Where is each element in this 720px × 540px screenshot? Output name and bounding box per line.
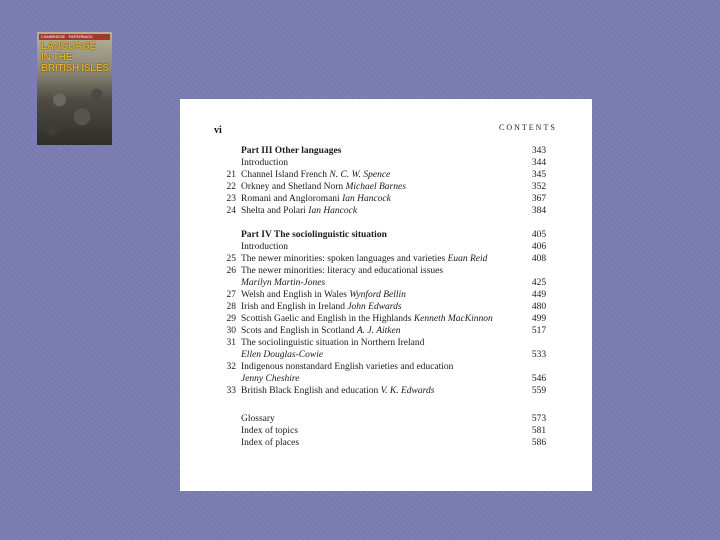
cover-title-line: LANGUAGE bbox=[41, 41, 96, 52]
toc-title: Welsh and English in Wales bbox=[241, 290, 347, 300]
page-number: vi bbox=[214, 125, 222, 136]
toc-page-number: 559 bbox=[531, 386, 547, 396]
toc-page-number: 425 bbox=[531, 278, 547, 288]
toc-page-number: 449 bbox=[531, 290, 547, 300]
toc-entry-text bbox=[241, 337, 424, 349]
toc-entry bbox=[220, 325, 560, 337]
toc-author: Marilyn Martin-Jones bbox=[241, 278, 326, 288]
toc-author: N. C. W. Spence bbox=[329, 170, 391, 180]
toc-author: Wynford Bellin bbox=[349, 290, 406, 300]
cover-series-banner: CAMBRIDGE · PAPERBACK bbox=[39, 34, 110, 40]
toc-entry-text bbox=[241, 157, 288, 169]
toc-entry-text bbox=[241, 265, 443, 277]
toc-entry-text bbox=[241, 205, 357, 217]
toc-entry-text bbox=[241, 349, 323, 361]
toc-entry bbox=[220, 361, 560, 373]
book-cover-thumbnail bbox=[37, 32, 112, 145]
toc-part-heading bbox=[220, 229, 560, 241]
toc-page-number: 499 bbox=[531, 314, 547, 324]
toc-entry bbox=[220, 169, 560, 181]
toc-title: Index of topics bbox=[241, 426, 298, 436]
toc-entry-text bbox=[241, 229, 387, 241]
toc-chapter-number: 31 bbox=[226, 338, 236, 348]
toc-chapter-number: 29 bbox=[226, 314, 236, 324]
toc-page-number: 517 bbox=[531, 326, 547, 336]
toc-title: Introduction bbox=[241, 158, 288, 168]
toc-entry-text bbox=[241, 193, 391, 205]
toc-title: Part IV The sociolinguistic situation bbox=[241, 230, 387, 240]
toc-entry bbox=[220, 437, 560, 449]
toc-entry-text bbox=[241, 301, 402, 313]
toc-entry bbox=[220, 337, 560, 349]
toc-page-number: 586 bbox=[531, 438, 547, 448]
toc-entry-text bbox=[241, 325, 400, 337]
toc-entry-text bbox=[241, 181, 406, 193]
toc-entry-text bbox=[241, 169, 390, 181]
toc-title: Irish and English in Ireland bbox=[241, 302, 345, 312]
toc-chapter-number: 24 bbox=[226, 206, 236, 216]
toc-entry bbox=[220, 385, 560, 397]
toc-page-number: 405 bbox=[531, 230, 547, 240]
toc-entry bbox=[220, 253, 560, 265]
toc-title: Introduction bbox=[241, 242, 288, 252]
toc-chapter-number: 21 bbox=[226, 170, 236, 180]
toc-entry bbox=[220, 205, 560, 217]
toc-title: The newer minorities: literacy and educational issues bbox=[241, 266, 444, 276]
toc-page-number: 573 bbox=[531, 414, 547, 424]
toc-author: Euan Reid bbox=[447, 254, 488, 264]
toc-page-number: 384 bbox=[531, 206, 547, 216]
toc-chapter-number: 28 bbox=[226, 302, 236, 312]
toc-title: Scots and English in Scotland bbox=[241, 326, 355, 336]
toc-title: Scottish Gaelic and English in the Highlands bbox=[241, 314, 412, 324]
toc-title: British Black English and education bbox=[241, 386, 379, 396]
toc-author: John Edwards bbox=[347, 302, 402, 312]
toc-page-number: 408 bbox=[531, 254, 547, 264]
toc-title: Channel Island French bbox=[241, 170, 328, 180]
toc-page-number: 345 bbox=[531, 170, 547, 180]
toc-entry bbox=[220, 193, 560, 205]
toc-page-number: 533 bbox=[531, 350, 547, 360]
toc-title: Indigenous nonstandard English varieties and education bbox=[241, 362, 454, 372]
toc-entry bbox=[220, 157, 560, 169]
toc-entry-text bbox=[241, 289, 406, 301]
toc-chapter-number: 33 bbox=[226, 386, 236, 396]
toc-page-number: 406 bbox=[531, 242, 547, 252]
toc-page-number: 480 bbox=[531, 302, 547, 312]
toc-page-number: 344 bbox=[531, 158, 547, 168]
toc-title: Part III Other languages bbox=[241, 146, 342, 156]
toc-page-number: 581 bbox=[531, 426, 547, 436]
toc-chapter-number: 26 bbox=[226, 266, 236, 276]
toc-author: V. K. Edwards bbox=[380, 386, 435, 396]
toc-entry-text bbox=[241, 385, 434, 397]
toc-entry bbox=[220, 425, 560, 437]
toc-chapter-number: 30 bbox=[226, 326, 236, 336]
toc-author: Jenny Cheshire bbox=[241, 374, 300, 384]
cover-title-line: IN THE bbox=[41, 52, 72, 63]
toc-entry bbox=[220, 277, 560, 289]
toc-title: Romani and Angloromani bbox=[241, 194, 340, 204]
toc-entry-text bbox=[241, 313, 493, 325]
toc-entry bbox=[220, 373, 560, 385]
toc-entry bbox=[220, 413, 560, 425]
toc-title: Index of places bbox=[241, 438, 300, 448]
toc-entry bbox=[220, 313, 560, 325]
toc-entry bbox=[220, 241, 560, 253]
toc-page-number: 343 bbox=[531, 146, 547, 156]
toc-entry-text bbox=[241, 277, 325, 289]
toc-entry bbox=[220, 181, 560, 193]
toc-entry bbox=[220, 301, 560, 313]
toc-entry-text bbox=[241, 437, 299, 449]
cover-title-line: BRITISH ISLES bbox=[41, 63, 109, 74]
toc-entry-text bbox=[241, 241, 288, 253]
toc-page-number: 352 bbox=[531, 182, 547, 192]
toc-entry-text bbox=[241, 145, 341, 157]
toc-title: The newer minorities: spoken languages and varieties bbox=[241, 254, 446, 264]
running-head: CONTENTS bbox=[499, 123, 557, 132]
toc-author: Ian Hancock bbox=[342, 194, 391, 204]
toc-page-number: 546 bbox=[531, 374, 547, 384]
toc-author: Kenneth MacKinnon bbox=[413, 314, 493, 324]
toc-author: A. J. Aitken bbox=[356, 326, 401, 336]
toc-entry-text bbox=[241, 253, 487, 265]
toc-chapter-number: 22 bbox=[226, 182, 236, 192]
toc-entry-text bbox=[241, 425, 298, 437]
toc-entry bbox=[220, 265, 560, 277]
toc-part-heading bbox=[220, 145, 560, 157]
toc-chapter-number: 23 bbox=[226, 194, 236, 204]
toc-title: Shelta and Polari bbox=[241, 206, 306, 216]
toc-author: Ian Hancock bbox=[308, 206, 358, 216]
contents-page-scan bbox=[180, 99, 592, 491]
toc-title: Orkney and Shetland Norn bbox=[241, 182, 344, 192]
toc-entry bbox=[220, 349, 560, 361]
toc-author: Michael Barnes bbox=[345, 182, 406, 192]
toc-title: Glossary bbox=[241, 414, 275, 424]
toc-entry-text bbox=[241, 413, 275, 425]
toc-author: Ellen Douglas-Cowie bbox=[241, 350, 324, 360]
toc-chapter-number: 27 bbox=[226, 290, 236, 300]
toc-page-number: 367 bbox=[531, 194, 547, 204]
toc-title: The sociolinguistic situation in Northern Ireland bbox=[241, 338, 425, 348]
toc-chapter-number: 32 bbox=[226, 362, 236, 372]
toc-entry-text bbox=[241, 373, 299, 385]
toc-chapter-number: 25 bbox=[226, 254, 236, 264]
toc-entry bbox=[220, 289, 560, 301]
toc-entry-text bbox=[241, 361, 453, 373]
